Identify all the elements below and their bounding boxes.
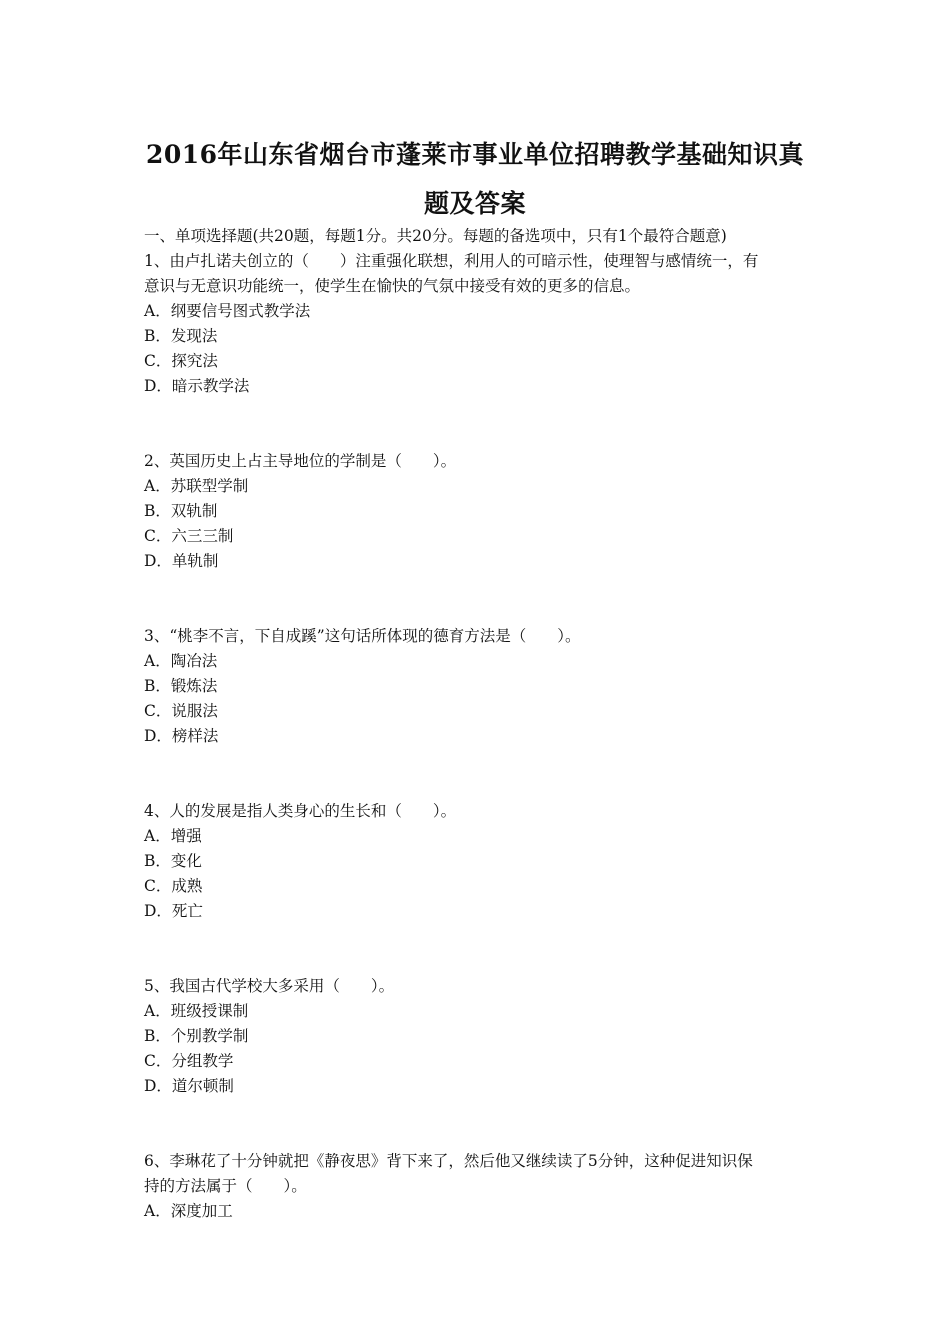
question-5 bbox=[144, 974, 810, 1099]
question-stem-line: 2、英国历史上占主导地位的学制是（ ）。 bbox=[144, 452, 457, 470]
question-stem-line: 1、由卢扎诺夫创立的（ ）注重强化联想，利用人的可暗示性，使理智与感情统一，有 bbox=[144, 252, 759, 270]
question-option: C．说服法 bbox=[144, 702, 218, 720]
document-title-line-1: 2016年山东省烟台市蓬莱市事业单位招聘教学基础知识真 bbox=[145, 140, 805, 169]
question-option: C．成熟 bbox=[144, 877, 203, 895]
question-option: D．榜样法 bbox=[144, 727, 219, 745]
question-option: A．苏联型学制 bbox=[144, 477, 249, 495]
question-option: A．纲要信号图式教学法 bbox=[144, 302, 311, 320]
question-option: A．班级授课制 bbox=[144, 1002, 249, 1020]
question-option: B．变化 bbox=[144, 852, 202, 870]
question-stem-line: 3、“桃李不言，下自成蹊”这句话所体现的德育方法是（ ）。 bbox=[144, 627, 581, 645]
question-stem-line: 5、我国古代学校大多采用（ ）。 bbox=[144, 977, 395, 995]
question-stem-line: 持的方法属于（ ）。 bbox=[144, 1177, 307, 1195]
question-2 bbox=[144, 449, 810, 574]
question-option: B．个别教学制 bbox=[144, 1027, 249, 1045]
question-option: D．道尔顿制 bbox=[144, 1077, 234, 1095]
question-stem-line: 意识与无意识功能统一，使学生在愉快的气氛中接受有效的更多的信息。 bbox=[144, 277, 641, 295]
question-option: D．死亡 bbox=[144, 902, 203, 920]
question-option: C．六三三制 bbox=[144, 527, 234, 545]
question-option: B．发现法 bbox=[144, 327, 218, 345]
question-option: A．陶冶法 bbox=[144, 652, 218, 670]
question-option: D．单轨制 bbox=[144, 552, 219, 570]
document-body bbox=[144, 224, 810, 1224]
question-4 bbox=[144, 799, 810, 924]
question-stem-line: 6、李琳花了十分钟就把《静夜思》背下来了，然后他又继续读了5分钟，这种促进知识保 bbox=[144, 1152, 753, 1170]
question-1 bbox=[144, 249, 810, 399]
question-3 bbox=[144, 624, 810, 749]
question-option: C．分组教学 bbox=[144, 1052, 234, 1070]
question-option: B．锻炼法 bbox=[144, 677, 218, 695]
question-option: C．探究法 bbox=[144, 352, 218, 370]
question-option: A．深度加工 bbox=[144, 1202, 233, 1220]
question-option: B．双轨制 bbox=[144, 502, 218, 520]
question-6 bbox=[144, 1149, 810, 1224]
document-title-line-2: 题及答案 bbox=[423, 189, 526, 218]
question-option: A．增强 bbox=[144, 827, 202, 845]
question-stem-line: 4、人的发展是指人类身心的生长和（ ）。 bbox=[144, 802, 457, 820]
section-header: 一、单项选择题(共20题，每题1分。共20分。每题的备选项中，只有1个最符合题意) bbox=[144, 227, 727, 245]
question-option: D．暗示教学法 bbox=[144, 377, 250, 395]
